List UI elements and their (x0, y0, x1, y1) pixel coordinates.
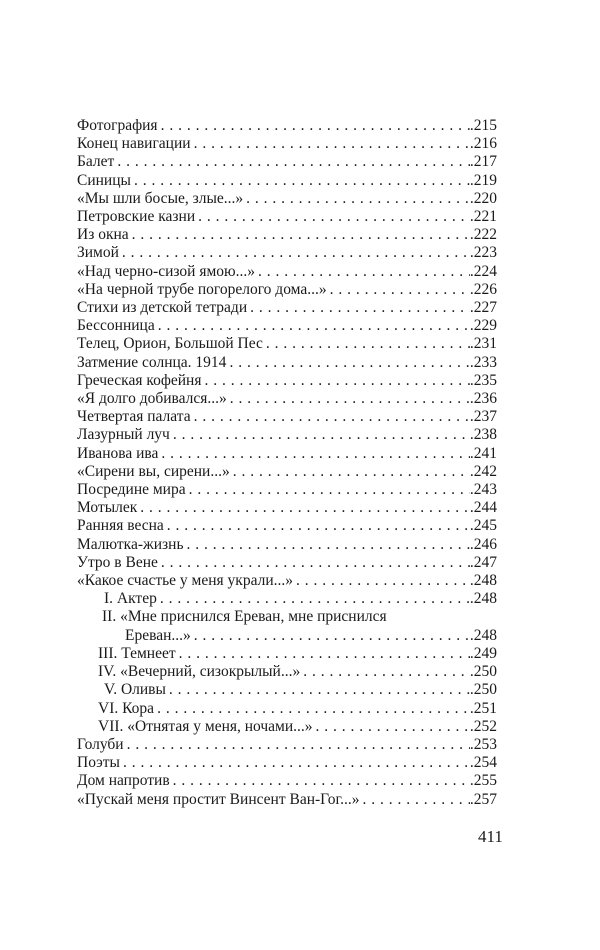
dot-leader (132, 226, 470, 244)
toc-subentry (77, 700, 497, 718)
table-of-contents (77, 117, 497, 809)
toc-entry-page: .229 (469, 317, 497, 335)
toc-entry-title: Утро в Вене (77, 553, 158, 571)
toc-subentry-title: VI. Кора (98, 699, 155, 717)
toc-entry-page: .247 (469, 553, 497, 571)
toc-entry-page: .226 (469, 280, 497, 298)
toc-entry-page: .243 (469, 481, 497, 499)
toc-entry (77, 372, 497, 390)
dot-leader (169, 681, 470, 699)
toc-entry (77, 354, 497, 372)
toc-entry-page: .254 (469, 754, 497, 772)
dot-leader (161, 554, 470, 572)
toc-subentry (77, 627, 497, 645)
toc-subentry (77, 645, 497, 663)
toc-entry-title: Затмение солнца. 1914 (77, 353, 227, 371)
toc-entry-page: .220 (469, 189, 497, 207)
toc-entry-page: .246 (469, 535, 497, 553)
toc-subentry-title: V. Оливы (104, 681, 166, 699)
toc-entry (77, 772, 497, 790)
toc-entry (77, 536, 497, 554)
toc-entry-page: .255 (469, 772, 497, 790)
toc-subentry-page: .250 (469, 663, 497, 681)
toc-entry (77, 172, 497, 190)
page-number: 411 (478, 827, 503, 846)
toc-entry (77, 390, 497, 408)
toc-entry-title: Из окна (77, 226, 129, 244)
toc-entry-title: Малютка-жизнь (77, 535, 184, 553)
toc-entry-title: Греческая кофейня (77, 371, 202, 389)
toc-entry-title: Голуби (77, 735, 124, 753)
toc-entry (77, 572, 497, 590)
dot-leader (230, 390, 470, 408)
dot-leader (161, 117, 470, 135)
toc-entry-title: «На черной трубе погорелого дома...» (77, 280, 327, 298)
dot-leader (157, 700, 470, 718)
toc-entry (77, 281, 497, 299)
dot-leader (204, 372, 469, 390)
toc-subentry-page: .250 (469, 681, 497, 699)
dot-leader (122, 244, 470, 262)
toc-entry-page: .245 (469, 517, 497, 535)
toc-entry-page: .227 (469, 299, 497, 317)
dot-leader (140, 499, 470, 517)
toc-entry-page: .217 (469, 153, 497, 171)
dot-leader (179, 645, 470, 663)
toc-entry-title: Лазурный луч (77, 426, 170, 444)
toc-entry-title: «Я долго добивался...» (77, 390, 227, 408)
dot-leader (303, 663, 470, 681)
dot-leader (194, 408, 470, 426)
toc-entry-title: «Сирени вы, сирени...» (77, 462, 230, 480)
dot-leader (167, 517, 470, 535)
dot-leader (173, 772, 470, 790)
dot-leader (194, 135, 470, 153)
dot-leader (173, 426, 470, 444)
toc-subentry-page: .251 (469, 699, 497, 717)
toc-entry-title: Синицы (77, 171, 131, 189)
toc-entry-title: Стихи из детской тетради (77, 299, 248, 317)
toc-entry (77, 208, 497, 226)
toc-subentry-title: I. Актер (104, 590, 157, 608)
toc-entry-page: .215 (469, 117, 497, 134)
toc-entry-title: Четвертая палата (77, 408, 191, 426)
toc-subentry-title: IV. «Вечерний, сизокрылый...» (98, 663, 301, 681)
toc-subentry (77, 663, 497, 681)
toc-entry-title: Телец, Орион, Большой Пес (77, 335, 263, 353)
toc-subentry (77, 681, 497, 699)
dot-leader (363, 791, 470, 809)
toc-entry-title: Фотография (77, 117, 158, 134)
dot-leader (187, 536, 470, 554)
dot-leader (161, 445, 469, 463)
toc-entry (77, 445, 497, 463)
dot-leader (194, 627, 470, 645)
toc-entry-page: .238 (469, 426, 497, 444)
toc-entry-page: .222 (469, 226, 497, 244)
toc-entry-page: .237 (469, 408, 497, 426)
toc-entry (77, 754, 497, 772)
toc-subentry-page: .248 (469, 590, 497, 608)
dot-leader (266, 335, 470, 353)
toc-entry-title: Мотылек (77, 499, 138, 517)
toc-subentry-title: VII. «Отнятая у меня, ночами...» (98, 717, 313, 735)
dot-leader (134, 172, 470, 190)
toc-entry (77, 117, 497, 135)
toc-entry-title: «Мы шли босые, злые...» (77, 189, 244, 207)
toc-entry (77, 135, 497, 153)
toc-entry-title: Поэты (77, 754, 120, 772)
toc-entry (77, 426, 497, 444)
toc-subentry-page: .248 (469, 626, 497, 644)
toc-entry (77, 226, 497, 244)
toc-entry-title: «Над черно-сизой ямою...» (77, 262, 255, 280)
dot-leader (160, 590, 470, 608)
toc-entry-page: .231 (469, 335, 497, 353)
toc-entry-title: Петровские казни (77, 208, 196, 226)
toc-entry-page: .257 (469, 790, 497, 808)
dot-leader (330, 281, 470, 299)
toc-entry-title: «Пускай меня простит Винсент Ван-Гог...» (77, 790, 360, 808)
toc-entry-title: Балет (77, 153, 115, 171)
dot-leader (229, 354, 469, 372)
toc-entry-page: .223 (469, 244, 497, 262)
dot-leader (189, 481, 470, 499)
toc-entry-page: .244 (469, 499, 497, 517)
toc-entry-title: Ранняя весна (77, 517, 164, 535)
toc-entry (77, 736, 497, 754)
dot-leader (158, 317, 470, 335)
toc-entry-page: .241 (469, 444, 497, 462)
toc-entry (77, 317, 497, 335)
dot-leader (258, 263, 470, 281)
toc-entry (77, 554, 497, 572)
dot-leader (296, 572, 470, 590)
toc-entry-page: .224 (469, 262, 497, 280)
toc-subentry-title: III. Темнеет (98, 644, 176, 662)
dot-leader (198, 208, 470, 226)
toc-entry-title: Конец навигации (77, 135, 191, 153)
toc-entry-page: .248 (469, 572, 497, 590)
toc-entry (77, 499, 497, 517)
toc-entry-title: Посредине мира (77, 481, 186, 499)
dot-leader (246, 190, 470, 208)
toc-entry-page: .236 (469, 390, 497, 408)
toc-entry-title: «Какое счастье у меня украли...» (77, 572, 293, 590)
toc-entry (77, 153, 497, 171)
toc-entry-title: Дом напротив (77, 772, 170, 790)
toc-entry (77, 408, 497, 426)
toc-entry (77, 517, 497, 535)
toc-entry-page: .235 (469, 371, 497, 389)
toc-entry (77, 190, 497, 208)
dot-leader (127, 736, 470, 754)
toc-entry (77, 263, 497, 281)
toc-subentry (77, 718, 497, 736)
dot-leader (233, 463, 470, 481)
toc-entry (77, 335, 497, 353)
dot-leader (316, 718, 470, 736)
toc-entry (77, 791, 497, 809)
toc-entry-title: Бессонница (77, 317, 155, 335)
dot-leader (117, 153, 470, 171)
toc-entry-page: .221 (469, 208, 497, 226)
dot-leader (250, 299, 470, 317)
toc-entry-page: .242 (469, 462, 497, 480)
toc-entry-page: .253 (469, 735, 497, 753)
toc-subentry-page: .249 (469, 644, 497, 662)
toc-entry-page: .219 (469, 171, 497, 189)
toc-entry-page: .233 (469, 353, 497, 371)
toc-subentry (77, 590, 497, 608)
toc-entry (77, 244, 497, 262)
toc-subentry-title-line1: II. «Мне приснился Ереван, мне приснился (102, 608, 387, 626)
toc-subentry-title-line2: Ереван...» (125, 626, 191, 644)
toc-subentry-page: .252 (469, 717, 497, 735)
toc-entry (77, 481, 497, 499)
toc-entry-title: Иванова ива (77, 444, 159, 462)
toc-entry-page: .216 (469, 135, 497, 153)
toc-entry (77, 463, 497, 481)
toc-entry-title: Зимой (77, 244, 119, 262)
toc-entry (77, 299, 497, 317)
dot-leader (123, 754, 470, 772)
